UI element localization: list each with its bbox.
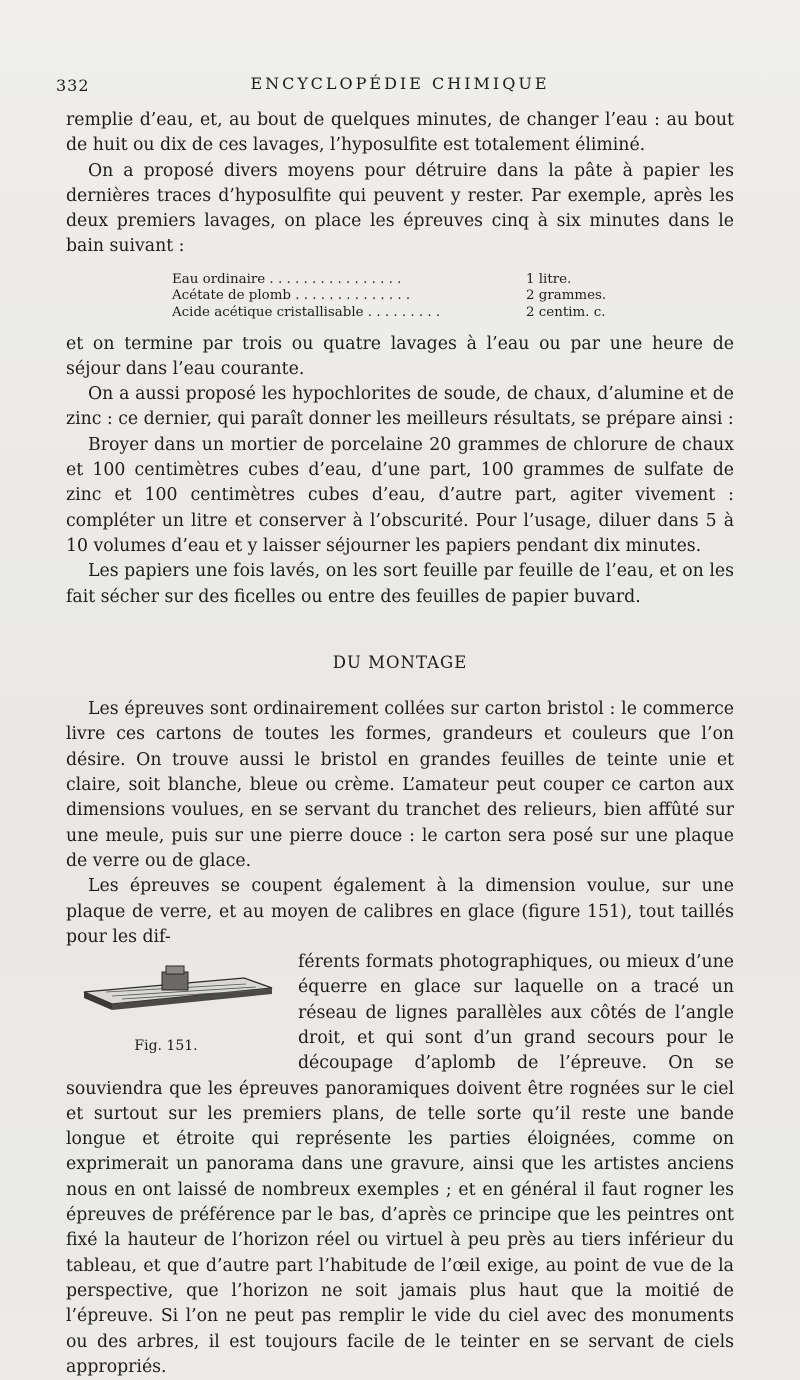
paragraph: remplie d’eau, et, au bout de quelques minutes, de changer l’eau : au bout de huit ou dix de ces lavages, l’hyposulfite est totalement éliminé. (66, 110, 734, 156)
recipe-row (172, 288, 606, 305)
paragraph: Les épreuves sont ordinairement collées sur carton bristol : le commerce livre ces cartons de toutes les formes, grandeurs et couleurs que l’on désire. On trouve aussi le bristol en grandes feuilles de teinte unie et claire, soit blanche, bleue ou crème. L’amateur peut couper ce carton aux dimensions voulues, en se servant du tranchet des relieurs, bien affûté sur une meule, puis sur une pierre douce : le carton sera posé sur une plaque de verre ou de glace. (66, 699, 734, 871)
paragraph: Les papiers une fois lavés, on les sort feuille par feuille de l’eau, et on les fait sécher sur des ficelles ou entre des feuilles de papier buvard. (66, 561, 734, 607)
paragraph: Les épreuves se coupent également à la dimension voulue, sur une plaque de verre, et au moyen de calibres en glace (figure 151), tout taillés pour les dif- (66, 876, 734, 947)
paragraph: et on termine par trois ou quatre lavages à l’eau ou par une heure de séjour dans l’eau courante. (66, 333, 734, 379)
recipe-ingredient: Acide acétique cristallisable . . . . . . . . . (172, 304, 441, 320)
recipe-quantity: 1 litre. (526, 271, 572, 287)
paragraph: On a proposé divers moyens pour détruire dans la pâte à papier les dernières traces d’hyposulfite qui peuvent y rester. Par exemple, après les deux premiers lavages, on place les épreuves cinq à six minutes dans le bain suivant : (66, 160, 734, 257)
running-title: ENCYCLOPÉDIE CHIMIQUE (250, 74, 550, 93)
recipe-row (172, 305, 606, 322)
page-header (56, 74, 744, 98)
figure-151 (66, 954, 284, 1060)
section-heading: DU MONTAGE (332, 652, 468, 672)
recipe-ingredient: Eau ordinaire . . . . . . . . . . . . . . . . (172, 271, 402, 287)
paragraph: Broyer dans un mortier de porcelaine 20 grammes de chlorure de chaux et 100 centimètres cubes d’eau, d’une part, 100 grammes de sulfate de zinc et 100 centimètres cubes d’eau, d’autre part, agiter vivement : compléter un litre et conserver à l’obscurité. Pour l’usage, diluer dans 5 à 10 volumes d’eau et y laisser séjourner les papiers pendant dix minutes. (66, 434, 734, 556)
body-text (66, 108, 734, 1380)
page-number: 332 (56, 76, 90, 95)
paragraph: On a aussi proposé les hypochlorites de soude, de chaux, d’alumine et de zinc : ce dernier, qui paraît donner les meilleurs résultats, se prépare ainsi : (66, 384, 734, 430)
recipe-quantity: 2 grammes. (526, 288, 607, 304)
recipe-ingredient: Acétate de plomb . . . . . . . . . . . . . . (172, 288, 411, 304)
recipe-quantity: 2 centim. c. (526, 304, 606, 320)
figure-caption: Fig. 151. (134, 1038, 198, 1055)
recipe-table (172, 272, 606, 322)
recipe-row (172, 272, 606, 289)
glass-gauge-illustration (66, 958, 276, 1024)
paragraph: férents formats photographiques, ou mieux d’une équerre en glace sur laquelle on a tracé un réseau de lignes parallèles aux côtés de l’angle droit, et qui sont d’un grand secours pour le découpage d’aplomb de l’épreuve. On se souviendra que les épreuves panoramiques doivent être rognées sur le ciel et surtout sur les premiers plans, de telle sorte qu’il reste une bande longue et étroite qui représente les parties éloignées, comme on exprimerait un panorama dans une gravure, ainsi que les artistes anciens nous en ont laissé de nombreux exemples ; et en général il faut rogner les épreuves de préférence par le bas, d’après ce principe que les peintres ont fixé la hauteur de l’horizon réel ou virtuel à peu près au tiers inférieur du tableau, et que d’autre part l’habitude de l’œil exige, au point de vue de la perspective, que l’horizon ne soit jamais plus haut que la moitié de l’épreuve. Si l’on ne peut pas remplir le vide du ciel avec des monuments ou des arbres, il est toujours facile de le teinter en se servant de ciels appropriés. (66, 952, 734, 1377)
